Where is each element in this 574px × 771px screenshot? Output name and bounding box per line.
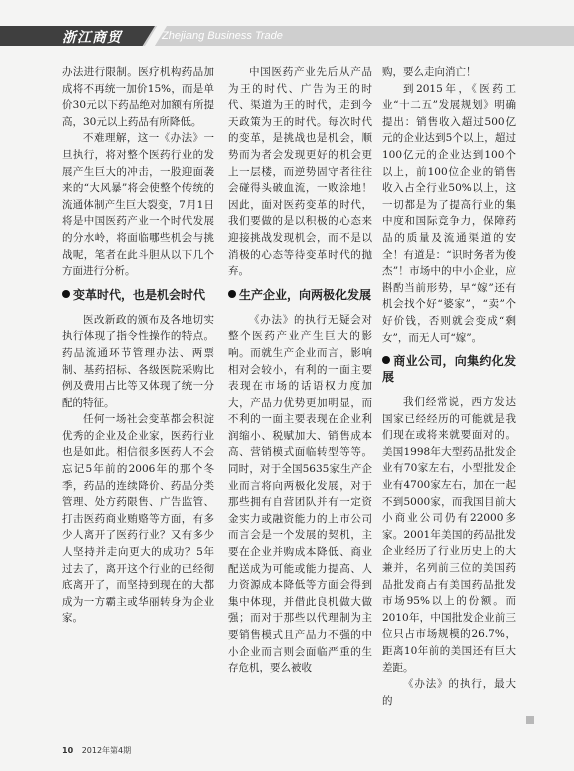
magazine-english-title: Zhejiang Business Trade [162, 30, 283, 42]
issue-label: 2012年第4期 [81, 746, 132, 755]
paragraph: 《办法》的执行无疑会对整个医药产业产生巨大的影响。而就生产企业而言，影响相对会较小，有利的一面主要表现在市场的话语权力度加大，产品力优势更加明显，而不利的一面主要表现在企业利润缩小、税赋加大、销售成本高、营销模式面临转型等等。同时，对于全国5635家生产企业而言将向两极化发展，对于那些拥有自营团队并有一定资金实力或融资能力的上市公司而言会是一个发展的契机，主要在企业并购成本降低、商业配送成为可能或能力提高、人力资源成本降低等方面会得到集中体现，并借此良机做大做强；而对于那些以代理制为主要销售模式且产品力不强的中小企业而言则会面临严重的生存危机，要么被收 [228, 313, 372, 675]
bullet-icon [228, 290, 236, 298]
section-heading [228, 287, 372, 303]
paragraph: 我们经常说，西方发达国家已经经历的可能就是我们现在或将来就要面对的。美国1998年大型药品批发企业有70家左右，小型批发企业有4700家左右，加在一起不到5000家，而我国目前大小商业公司仍有22000多家。2001年美国的药品批发企业经历了行业历史上的大兼并，名列前三位的美国药品批发商占有美国药品批发市场95%以上的份额。而2010年，中国批发企业前三位只占市场规模的26.7%，距离10年前的美国还有巨大差距。 [382, 396, 516, 674]
corner-mark [526, 716, 534, 724]
paragraph: 任何一场社会变革都会积淀优秀的企业及企业家，医药行业也是如此。相信很多医药人不会忘记5年前的2006年的那个冬季，药品的连续降价、药品分类管理、处方药限售、广告监管、打击医药商业贿赂等方面，有多少人离开了医药行业？又有多少人坚持并走向更大的成功？5年过去了，离开这个行业的已经彻底离开了，而坚持到现在的大都成为一方霸主或华丽转身为企业家。 [62, 413, 214, 625]
paragraph: 不难理解，这一《办法》一旦执行，将对整个医药行业的发展产生巨大的冲击，一股迎面袭来的“大风暴”将会使整个传统的流通体制产生巨大裂变，7月1日将是中国医药产业一个时代发展的分水岭，将面临哪些机会与挑战呢，笔者在此斗胆从以下几个方面进行分析。 [62, 132, 214, 278]
article-column-1 [62, 64, 214, 627]
magazine-logo: 浙江商贸 [62, 30, 122, 46]
paragraph: 到2015年，《医药工业“十二五”发展规划》明确提出：销售收入超过500亿元的企业达到5个以上，超过100亿元的企业达到100个以上，前100位企业的销售收入占全行业50%以上，这一切都是为了提高行业的集中度和国际竞争力，保障药品的质量及流通渠道的安全！有道是：“识时务者为俊杰”！市场中的中小企业，应斟酌当前形势，早“嫁”还有机会找个好“婆家”，“卖”个好价钱，否则就会变成“剩女”，而无人可“嫁”。 [382, 82, 516, 344]
page-number: 10 [62, 746, 74, 755]
section-heading [382, 353, 516, 385]
page-footer [62, 745, 131, 756]
bullet-icon [62, 290, 70, 298]
section-heading-text: 变革时代，也是机会时代 [73, 287, 206, 302]
section-heading [62, 287, 214, 303]
article-column-3 [382, 64, 516, 709]
section-heading-text: 商业公司，向集约化发展 [382, 354, 516, 385]
paragraph: 中国医药产业先后从产品为王的时代、广告为王的时代、渠道为王的时代，走到今天政策为王的时代。每次时代的变革，是挑战也是机会，顺势而为者会发现更好的机会更上一层楼，而逆势固守者往往会碰得头破血流，一败涂地！因此，面对医药变革的时代，我们要做的是以积极的心态来迎接挑战发现机会，而不是以消极的心态等待变革时代的抛弃。 [228, 66, 372, 278]
paragraph: 办法进行限制。医疗机构药品加成将不再统一加价15%，而是单价30元以下药品绝对加额有所提高，30元以上药品有所降低。 [62, 66, 214, 128]
paragraph: 《办法》的执行，最大的 [382, 678, 516, 707]
paragraph: 购，要么走向消亡！ [382, 66, 477, 78]
bullet-icon [382, 356, 390, 364]
paragraph: 医改新政的颁布及各地切实执行体现了指令性操作的特点。药品流通环节管理办法、两票制、基药招标、各级医院采购比例及费用占比等又体现了统一分配的特征。 [62, 313, 214, 409]
article-column-2 [228, 64, 372, 677]
section-heading-text: 生产企业，向两极化发展 [239, 287, 372, 302]
